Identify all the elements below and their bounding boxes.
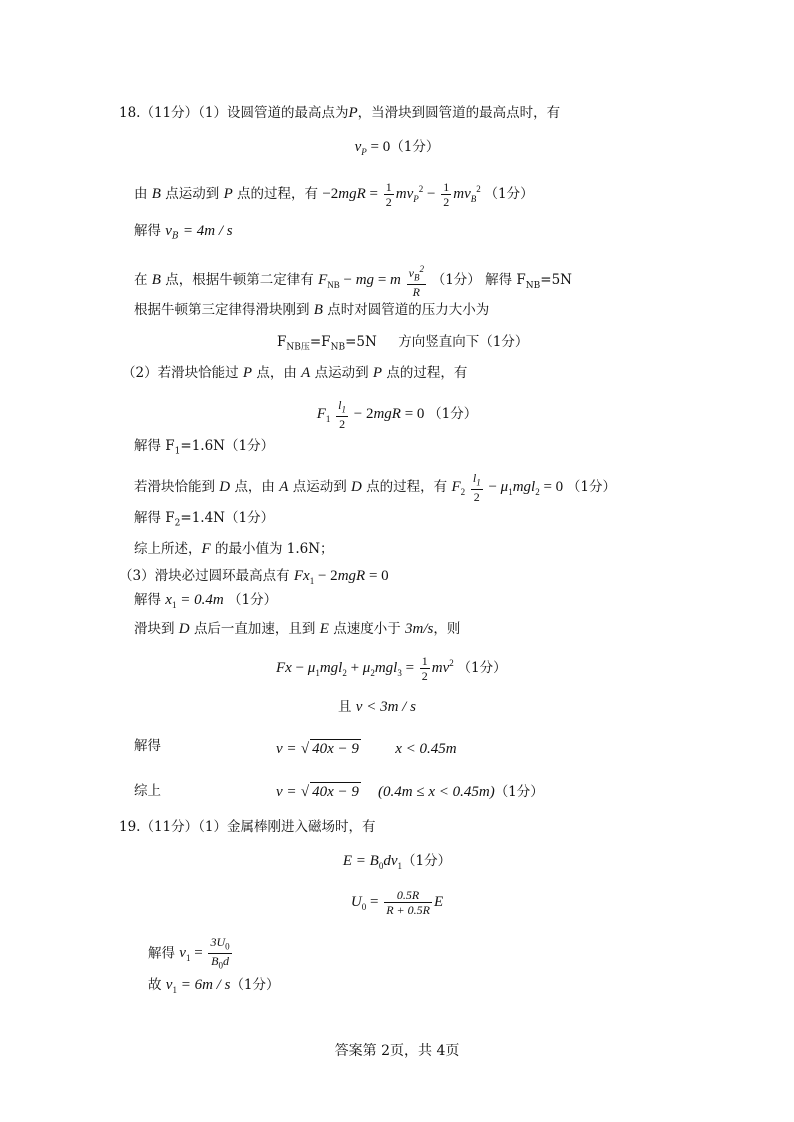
eq-newton-second: 在 B 点，根据牛顿第二定律有 $F_{NB}$ − mg = m $\frac{v_B^2}{R}$ （1分） 解得 $F_{NB}=5N$ (134, 264, 572, 300)
eq-vp-zero: $v_P = 0(1$分） (354, 139, 440, 157)
solve-v-expr: v = √ 40x − 9 x < 0.45m (276, 741, 457, 757)
solve-x1: 解得 $x_1 = 0.4m$ （1分） (134, 592, 278, 610)
eq-e: $E = B_0dv_1(1$分） (342, 853, 452, 871)
final-label: 综上 (134, 783, 161, 799)
page-footer: 答案第 2页，共 4页 (334, 1043, 460, 1059)
final-expr: v = √ 40x − 9 (0.4m ≤ x < 0.45m)（1分） (276, 784, 544, 800)
q18-header: 18.（11分）（1）设圆管道的最高点为P，当滑块到圆管道的最高点时，有 (119, 105, 561, 121)
accel-line: 滑块到 D 点后一直加速，且到 E 点速度小于 3m/s，则 (134, 621, 461, 637)
eq-energy-accel: $Fx - \mu_1mgl_2 + \mu_2mgl_3$ = $\frac{1}{2}$ $mv^2$ （1分） (276, 654, 507, 684)
eq-f1: $F_1$ $\frac{l_1}{2}$ − 2mgR = 0 （1分） (316, 398, 478, 432)
solve-v-label: 解得 (134, 738, 161, 754)
solve-f1: 解得 $F_1=1.6N(1$分） (134, 438, 275, 457)
eq-b-to-p-energy: 由 B 点运动到 P 点的过程，有 −2mgR = $\frac{1}{2}$ $mv_P^2$ − $\frac{1}{2}$ $mv_B^2$ （1分） (134, 180, 534, 210)
so-v1: 故 $v_1 = 6m / s(1$分） (148, 977, 280, 995)
newton-third-line: 根据牛顿第三定律得滑块刚到 B 点时对圆管道的压力大小为 (134, 302, 490, 318)
part3-intro: （3）滑块必过圆环最高点有 $Fx_1 - 2mgR = 0$ (119, 568, 389, 586)
part2-intro: （2）若滑块恰能过 P 点，由 A 点运动到 P 点的过程，有 (122, 365, 468, 381)
solve-v1: 解得 $v_1$ = $\frac{3U_0}{B_0d}$ (148, 935, 230, 971)
q19-header: 19.（11分）（1）金属棒刚进入磁场时，有 (119, 819, 376, 835)
solve-f2: 解得 $F_2=1.4N(1$分） (134, 510, 275, 529)
cond-v: 且 v < 3m / s (338, 699, 416, 715)
eq-u0: $U_0$ = $\frac{0.5R}{R + 0.5R}$ E (350, 888, 444, 917)
summary-line: 综上所述，F 的最小值为 1.6N； (134, 541, 334, 557)
d-point-line: 若滑块恰能到 D 点，由 A 点运动到 D 点的过程，有 $F_2$ $\frac{l_1}{2}$ − $\mu_1mgl_2 = 0$ （1分） (134, 471, 617, 505)
solve-vb: 解得 $v_B = 4m / s$ (134, 223, 233, 242)
fnb-pressure: $F_{NB压}=F_{NB}=5N$ 方向竖直向下（1分） (277, 334, 529, 353)
